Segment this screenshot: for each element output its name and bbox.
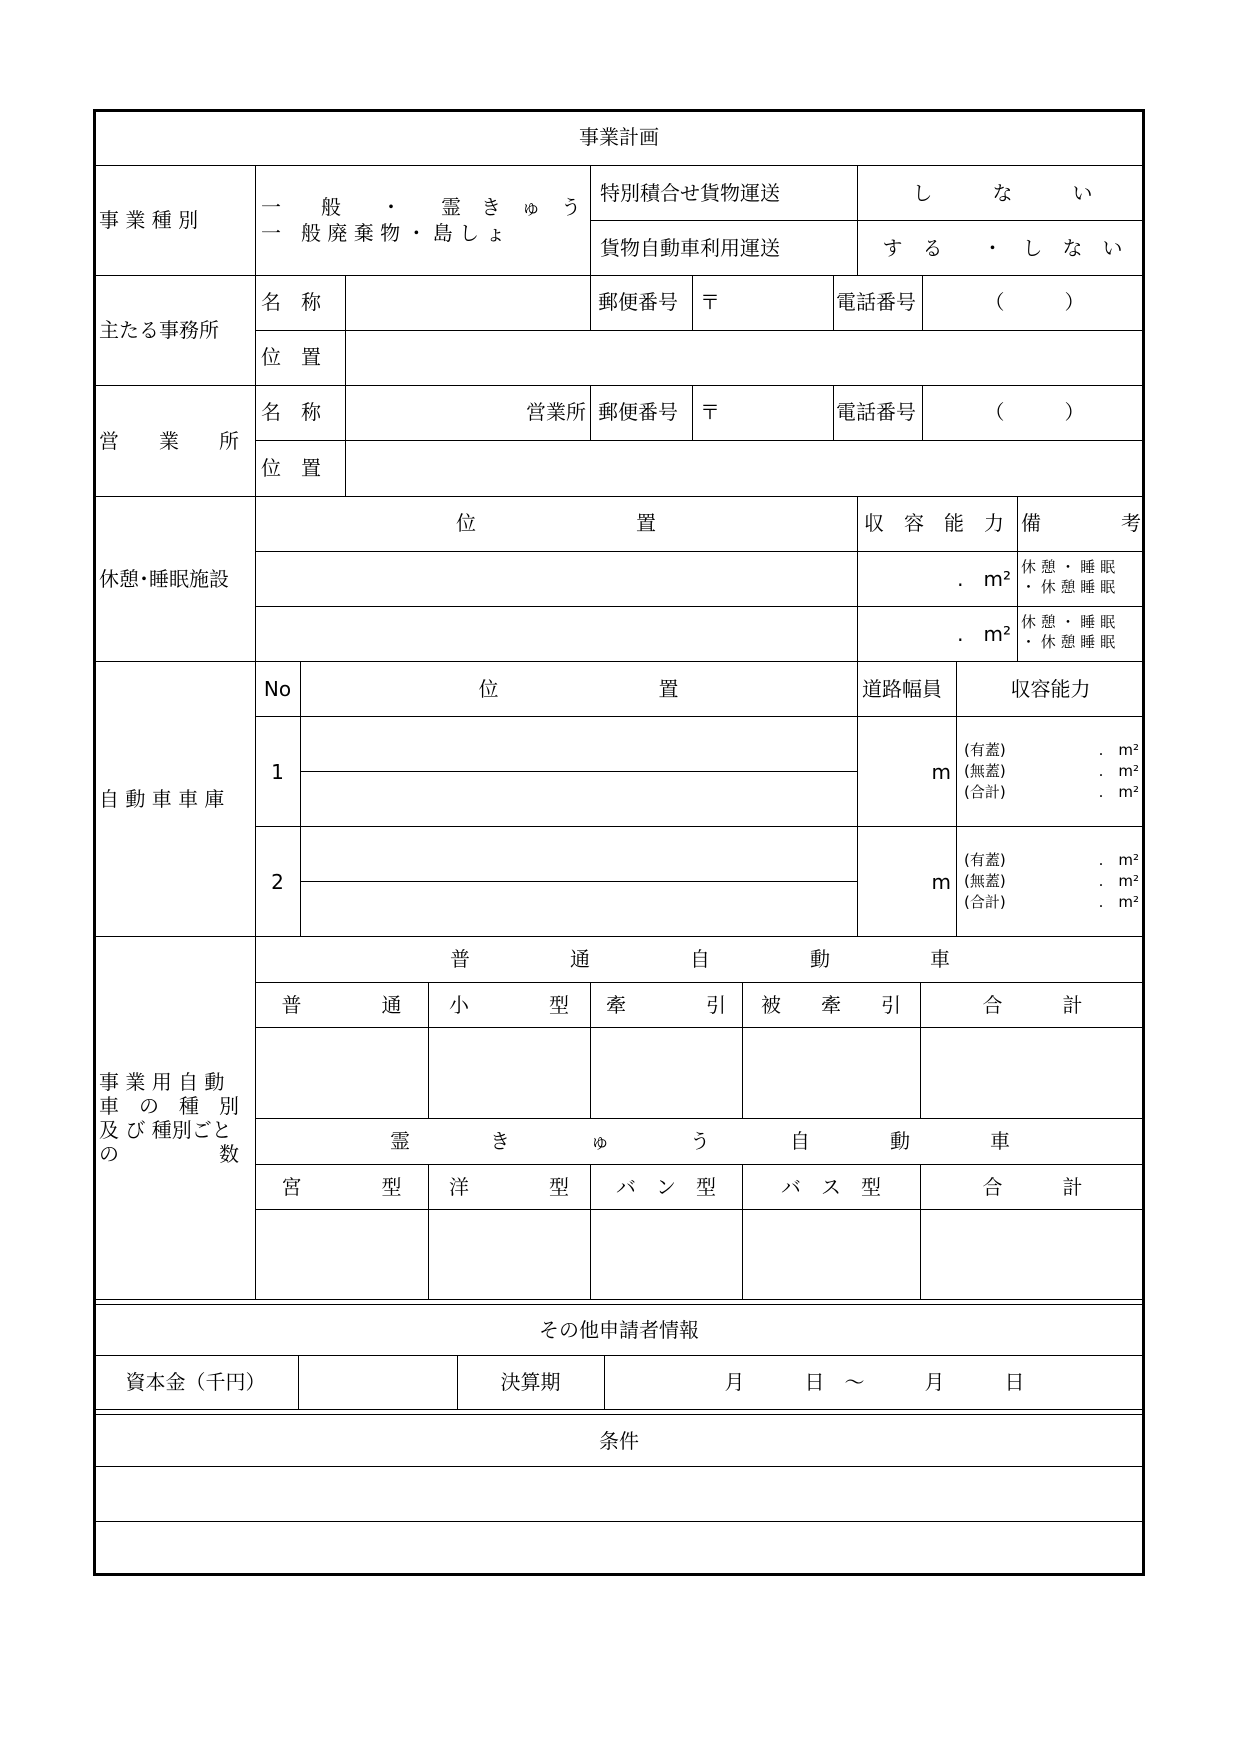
main-office-phone-label: 電話番号 — [836, 290, 916, 314]
garage-row1-total-value[interactable]: . m² — [1098, 783, 1139, 801]
rule-ordinary-cols — [255, 1027, 1145, 1028]
rule-branch-mid — [255, 440, 1145, 441]
rest-facility-row1-capacity[interactable]: . m² — [957, 567, 1011, 591]
main-office-postal-field[interactable]: 〒 — [700, 290, 720, 314]
rule-main-postal-right — [692, 275, 693, 330]
rule-rest-header — [255, 551, 1145, 552]
vehicles-label-line3: 及 び 種別ごと — [99, 1118, 232, 1142]
rule-other-bottom — [93, 1409, 1145, 1410]
rule-main-office-mid — [255, 330, 1145, 331]
business-type-option-waste[interactable]: 一 般 廃 棄 物 ・ 島 し ょ — [261, 221, 506, 245]
branch-office-name-field[interactable]: 営業所 — [526, 400, 586, 424]
rule-title-bottom — [93, 165, 1145, 166]
rule-business-type-mid — [590, 220, 1145, 221]
hearse-van-count-field[interactable] — [592, 1211, 740, 1297]
garage-row2-covered-value[interactable]: . m² — [1098, 851, 1139, 869]
rule-business-type-split — [590, 165, 591, 275]
rule-conditions-row1 — [93, 1521, 1145, 1522]
garage-row2-covered-label: (有蓋) — [964, 851, 1006, 869]
rule-other-header — [93, 1355, 1145, 1356]
special-combined-freight-value[interactable]: し な い — [912, 181, 1093, 205]
ordinary-tractor-count-field[interactable] — [592, 1029, 740, 1116]
rule-rest-row1 — [255, 606, 1145, 607]
main-office-location-field[interactable] — [347, 332, 1143, 383]
rule-branch-postal-right — [692, 385, 693, 440]
ordinary-col-small: 小 型 — [449, 993, 569, 1017]
branch-office-postal-field[interactable]: 〒 — [700, 400, 720, 424]
rule-garage-bottom — [93, 936, 1145, 937]
rule-garage-no — [300, 661, 301, 936]
capital-label: 資本金（千円） — [125, 1370, 266, 1394]
rest-facility-row1-remark-sleep[interactable]: ・ 休 憩 睡 眠 — [1021, 578, 1116, 596]
ordinary-col-trailer: 被 牽 引 — [761, 993, 901, 1017]
freight-vehicle-usage-value[interactable]: す る ・ し な い — [882, 236, 1123, 260]
garage-row2-position-line2[interactable] — [302, 883, 855, 934]
garage-row2-no: 2 — [271, 870, 284, 894]
garage-row2-position-line1[interactable] — [302, 828, 855, 879]
rule-garage-header — [255, 716, 1145, 717]
garage-row2-road-width[interactable]: m — [931, 870, 951, 894]
garage-row1-covered-value[interactable]: . m² — [1098, 741, 1139, 759]
rule-branch-phone-left — [833, 385, 834, 440]
conditions-line2-field[interactable] — [96, 1523, 1142, 1573]
ordinary-col-total: 合 計 — [982, 993, 1083, 1017]
rule-main-office-bottom — [93, 385, 1145, 386]
hearse-bus-count-field[interactable] — [744, 1211, 918, 1297]
garage-row2-uncovered-label: (無蓋) — [964, 872, 1006, 890]
branch-office-phone-label: 電話番号 — [836, 400, 916, 424]
rule-branch-postal-left — [590, 385, 591, 440]
vehicles-label-line2: 車 の 種 別 — [99, 1094, 239, 1118]
rule-main-phone-left — [833, 275, 834, 330]
rule-garage-1-split — [300, 771, 857, 772]
garage-capacity-header: 収容能力 — [1010, 677, 1091, 701]
garage-row1-no: 1 — [271, 760, 284, 784]
ordinary-vehicle-header: 普 通 自 動 車 — [450, 947, 950, 971]
garage-row1-uncovered-value[interactable]: . m² — [1098, 762, 1139, 780]
rule-branch-bottom — [93, 496, 1145, 497]
other-info-header: その他申請者情報 — [539, 1318, 699, 1342]
vehicles-label-line1: 事 業 用 自 動 — [99, 1070, 225, 1094]
conditions-header: 条件 — [599, 1429, 639, 1453]
rule-rest-capacity — [857, 496, 858, 661]
rule-capital-value — [298, 1355, 299, 1409]
hearse-col-total: 合 計 — [982, 1175, 1083, 1199]
hearse-palace-count-field[interactable] — [257, 1211, 426, 1297]
rest-facility-capacity-header: 収 容 能 力 — [864, 511, 1004, 535]
rule-hearse-cols — [255, 1209, 1145, 1210]
rule-garage-row1 — [255, 826, 1145, 827]
rest-facility-row1-position-field[interactable] — [257, 553, 855, 604]
conditions-line1-field[interactable] — [96, 1468, 1142, 1519]
ordinary-trailer-count-field[interactable] — [744, 1029, 918, 1116]
vehicles-label-line4: の 数 — [99, 1142, 239, 1166]
main-office-location-label: 位 置 — [261, 345, 321, 369]
ordinary-standard-count-field[interactable] — [257, 1029, 426, 1116]
business-type-label: 事 業 種 別 — [99, 208, 199, 232]
rule-conditions-header — [93, 1466, 1145, 1467]
main-office-name-label: 名 称 — [261, 290, 321, 314]
ordinary-total-count-field[interactable] — [922, 1029, 1143, 1116]
branch-office-location-field[interactable] — [347, 442, 1143, 494]
fiscal-period-label: 決算期 — [500, 1370, 561, 1394]
ordinary-col-tractor: 牽 引 — [606, 993, 726, 1017]
rule-vehicles-bottom-double — [93, 1304, 1145, 1305]
rest-facility-row2-capacity[interactable]: . m² — [957, 622, 1011, 646]
garage-road-width-header: 道路幅員 — [862, 677, 942, 701]
rule-garage-capacity — [956, 661, 957, 936]
rule-office-sublabel — [345, 275, 346, 496]
garage-position-header: 位 置 — [478, 677, 679, 701]
hearse-col-western: 洋 型 — [449, 1175, 569, 1199]
garage-no-header: No — [263, 677, 292, 701]
rule-garage-2-split — [300, 881, 857, 882]
garage-row2-uncovered-value[interactable]: . m² — [1098, 872, 1139, 890]
garage-row1-total-label: (合計) — [964, 783, 1006, 801]
business-type-option-general[interactable]: 一 般 ・ 霊 き ゅ う — [261, 195, 581, 219]
hearse-vehicle-header: 霊 き ゅ う 自 動 車 — [390, 1129, 1010, 1153]
main-office-postal-label: 郵便番号 — [598, 290, 678, 314]
branch-office-label: 営 業 所 — [99, 429, 239, 453]
rest-facility-row2-remark-sleep[interactable]: ・ 休 憩 睡 眠 — [1021, 633, 1116, 651]
main-office-phone-field[interactable]: （ ） — [984, 290, 1085, 314]
garage-row1-uncovered-label: (無蓋) — [964, 762, 1006, 780]
rest-facility-label: 休憩･睡眠施設 — [99, 567, 229, 591]
form-title: 事業計画 — [579, 125, 659, 149]
ordinary-small-count-field[interactable] — [430, 1029, 588, 1116]
hearse-col-van: バ ン 型 — [616, 1175, 716, 1199]
ordinary-col-standard: 普 通 — [281, 993, 402, 1017]
fiscal-period-field[interactable]: 月 日 〜 月 日 — [724, 1370, 1025, 1394]
rule-business-type-bottom — [93, 275, 1145, 276]
main-office-name-field[interactable] — [347, 277, 588, 328]
rule-main-phone-right — [922, 275, 923, 330]
rule-garage-road — [857, 661, 858, 936]
garage-row1-covered-label: (有蓋) — [964, 741, 1006, 759]
rule-hearse-header — [255, 1164, 1145, 1165]
rule-ordinary-header — [255, 982, 1145, 983]
rule-main-postal-left — [590, 275, 591, 330]
garage-row1-position-line2[interactable] — [302, 773, 855, 824]
hearse-col-bus: バ ス 型 — [781, 1175, 881, 1199]
rest-facility-position-header: 位 置 — [456, 511, 656, 535]
special-combined-freight-label: 特別積合せ貨物運送 — [600, 181, 780, 205]
main-office-label: 主たる事務所 — [99, 318, 219, 342]
rule-other-bottom-double — [93, 1414, 1145, 1415]
freight-vehicle-usage-label: 貨物自動車利用運送 — [600, 236, 780, 260]
garage-row1-position-line1[interactable] — [302, 718, 855, 769]
rule-vehicles-bottom — [93, 1299, 1145, 1300]
garage-row2-total-value[interactable]: . m² — [1098, 893, 1139, 911]
rest-facility-row1-remark-rest[interactable]: 休 憩 ・ 睡 眠 — [1021, 558, 1116, 576]
hearse-total-count-field[interactable] — [922, 1211, 1143, 1297]
branch-office-postal-label: 郵便番号 — [598, 400, 678, 424]
rule-business-type-value — [857, 165, 858, 275]
capital-field[interactable] — [300, 1357, 455, 1407]
garage-row1-road-width[interactable]: m — [931, 760, 951, 784]
branch-office-location-label: 位 置 — [261, 456, 321, 480]
rule-branch-phone-right — [922, 385, 923, 440]
branch-office-name-label: 名 称 — [261, 400, 321, 424]
garage-row2-total-label: (合計) — [964, 893, 1006, 911]
garage-label: 自 動 車 車 庫 — [99, 787, 225, 811]
branch-office-phone-field[interactable]: （ ） — [984, 400, 1085, 424]
hearse-western-count-field[interactable] — [430, 1211, 588, 1297]
rule-ordinary-bottom — [255, 1118, 1145, 1119]
hearse-col-palace: 宮 型 — [281, 1175, 402, 1199]
rest-facility-row2-position-field[interactable] — [257, 608, 855, 659]
rule-rest-bottom — [93, 661, 1145, 662]
rest-facility-remarks-header: 備 考 — [1021, 511, 1141, 535]
rule-rest-remarks — [1017, 496, 1018, 661]
rest-facility-row2-remark-rest[interactable]: 休 憩 ・ 睡 眠 — [1021, 613, 1116, 631]
